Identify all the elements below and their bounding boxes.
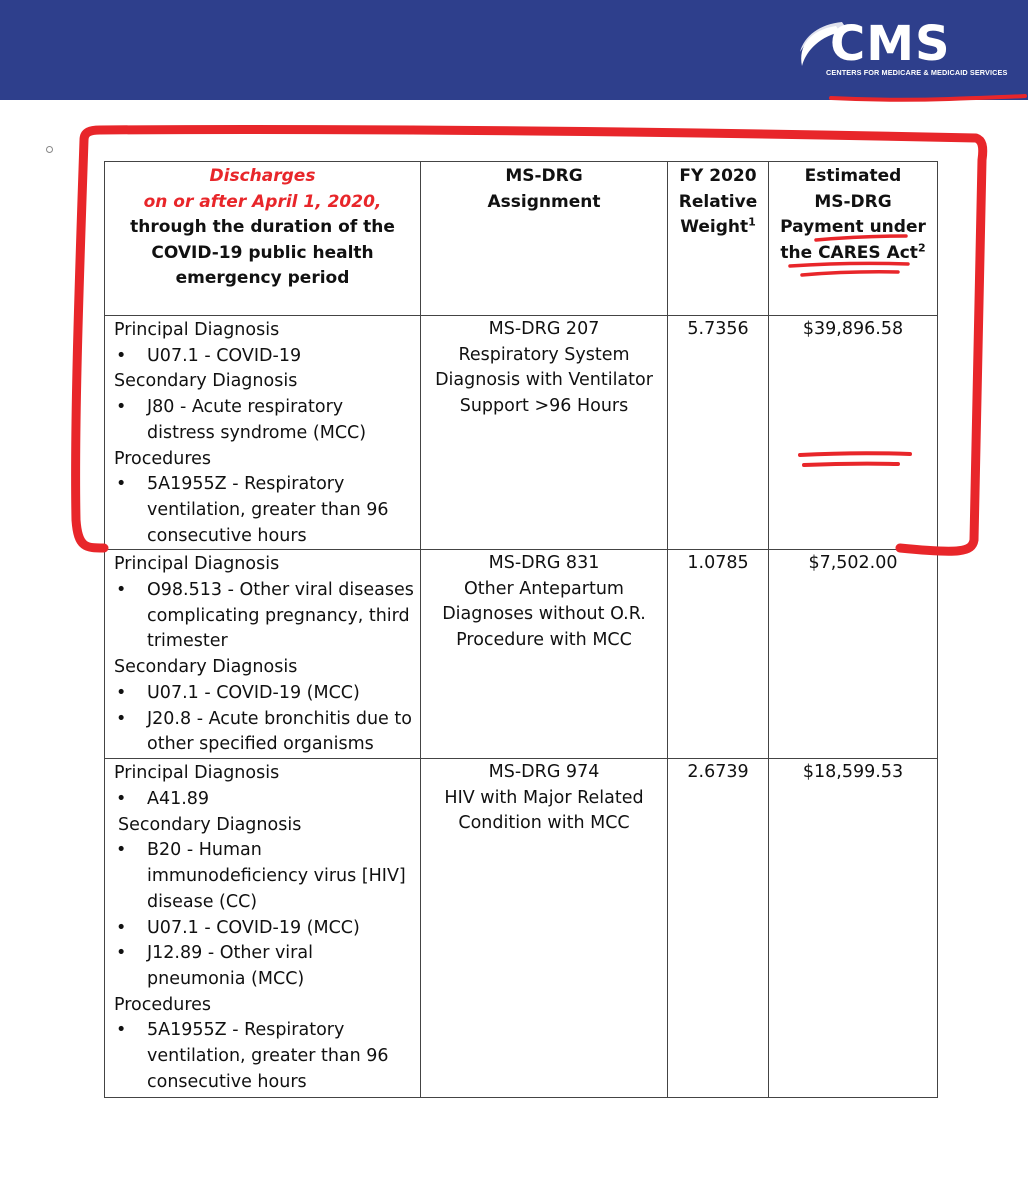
payment-cell: $7,502.00 [769, 550, 938, 759]
list-item-text: A41.89 [147, 789, 210, 810]
drg-line1: MS-DRG 974 [488, 762, 600, 783]
drg-line1: MS-DRG 207 [488, 319, 600, 339]
list-item-text: B20 - Human immunodeficiency virus [HIV] disease (CC) [147, 840, 406, 912]
header-payment-line2: MS-DRG [814, 191, 892, 212]
list-item: • J80 - Acute respiratory distress syndrome (MCC) [114, 395, 416, 446]
list-item-text: O98.513 - Other viral diseases complicating pregnancy, third trimester [147, 580, 414, 652]
drg-line3: Diagnosis with Ventilator [435, 370, 653, 390]
header-drg-line1: MS-DRG [505, 166, 583, 186]
list-item: • 5A1955Z - Respiratory ventilation, greater than 96 consecutive hours [114, 1018, 416, 1095]
header-payment-line1: Estimated [804, 166, 902, 186]
group-title: Procedures [114, 448, 212, 469]
group-title: Principal Diagnosis [114, 320, 280, 340]
drg-line2: HIV with Major Related [444, 787, 644, 808]
list-item-text: U07.1 - COVID-19 (MCC) [147, 682, 360, 703]
header-weight-line1: FY 2020 [679, 166, 757, 186]
header-weight-line3: Weight [680, 217, 749, 237]
ms-drg-table [104, 161, 938, 1098]
table-row [105, 316, 938, 550]
group-title: Principal Diagnosis [114, 763, 280, 784]
table-row [105, 759, 938, 1098]
list-item: • A41.89 [114, 787, 416, 813]
header-payment-line3: Payment under [780, 217, 926, 237]
header-estimated-payment [769, 162, 938, 316]
logo-subtitle: CENTERS FOR MEDICARE & MEDICAID SERVICES [826, 68, 1008, 77]
list-item: • U07.1 - COVID-19 [114, 344, 416, 370]
drg-assignment-cell [421, 759, 668, 1098]
drg-line4: Support >96 Hours [459, 395, 629, 416]
cms-logo[interactable] [796, 16, 1008, 84]
drg-line2: Other Antepartum [464, 578, 624, 599]
red-underline-banner-mark [829, 92, 1028, 106]
list-item-text: J12.89 - Other viral pneumonia (MCC) [147, 943, 313, 989]
footnote-2-sup: 2 [917, 240, 926, 254]
drg-line3: Diagnoses without O.R. [442, 604, 646, 625]
header-relative-weight [668, 162, 769, 316]
header-discharges-red-1: Discharges [209, 166, 316, 186]
page-bullet-mark [46, 146, 53, 153]
cms-header-banner [0, 0, 1028, 100]
diagnosis-cell [105, 550, 421, 759]
group-title: Secondary Diagnosis [114, 657, 298, 678]
drg-line1: MS-DRG 831 [488, 553, 600, 574]
list-item: • J12.89 - Other viral pneumonia (MCC) [114, 941, 416, 992]
group-title: Principal Diagnosis [114, 554, 280, 575]
footnote-1-sup: 1 [748, 215, 756, 229]
relative-weight-cell: 2.6739 [668, 759, 769, 1098]
table-header-row [105, 162, 938, 316]
header-ms-drg-assignment [421, 162, 668, 316]
header-weight-line2: Relative [678, 191, 758, 212]
table-row [105, 550, 938, 759]
drg-assignment-cell [421, 316, 668, 550]
header-discharges-rest: through the duration of the COVID-19 public health emergency period [130, 217, 395, 288]
diagnosis-cell [105, 759, 421, 1098]
list-item-text: J80 - Acute respiratory distress syndrome (MCC) [147, 397, 367, 443]
payment-cell: $39,896.58 [769, 316, 938, 550]
header-payment-line4: the CARES Act [780, 242, 918, 263]
list-item-text: 5A1955Z - Respiratory ventilation, greater than 96 consecutive hours [147, 1020, 389, 1092]
list-item: • 5A1955Z - Respiratory ventilation, greater than 96 consecutive hours [114, 472, 416, 549]
list-item: • B20 - Human immunodeficiency virus [HIV] disease (CC) [114, 838, 416, 915]
list-item: • J20.8 - Acute bronchitis due to other specified organisms [114, 707, 416, 758]
diagnosis-cell [105, 316, 421, 550]
list-item-text: J20.8 - Acute bronchitis due to other specified organisms [147, 708, 412, 755]
list-item-text: 5A1955Z - Respiratory ventilation, greater than 96 consecutive hours [147, 474, 389, 546]
payment-cell: $18,599.53 [769, 759, 938, 1098]
drg-assignment-cell [421, 550, 668, 759]
group-title: Procedures [114, 994, 212, 1015]
header-discharges [105, 162, 421, 316]
list-item-text: U07.1 - COVID-19 (MCC) [147, 917, 360, 938]
list-item: • O98.513 - Other viral diseases complicating pregnancy, third trimester [114, 578, 416, 655]
drg-line3: Condition with MCC [458, 813, 630, 834]
list-item-text: U07.1 - COVID-19 [147, 345, 302, 366]
drg-line4: Procedure with MCC [456, 629, 632, 650]
relative-weight-cell: 5.7356 [668, 316, 769, 550]
relative-weight-cell: 1.0785 [668, 550, 769, 759]
drg-line2: Respiratory System [458, 344, 630, 365]
header-discharges-red-2: on or after April 1, 2020, [143, 191, 382, 212]
logo-text: CMS [830, 16, 951, 72]
group-title: Secondary Diagnosis [114, 371, 298, 392]
list-item: • U07.1 - COVID-19 (MCC) [114, 681, 416, 707]
header-drg-line2: Assignment [487, 191, 601, 212]
list-item: • U07.1 - COVID-19 (MCC) [114, 916, 416, 942]
group-title: Secondary Diagnosis [118, 814, 302, 835]
